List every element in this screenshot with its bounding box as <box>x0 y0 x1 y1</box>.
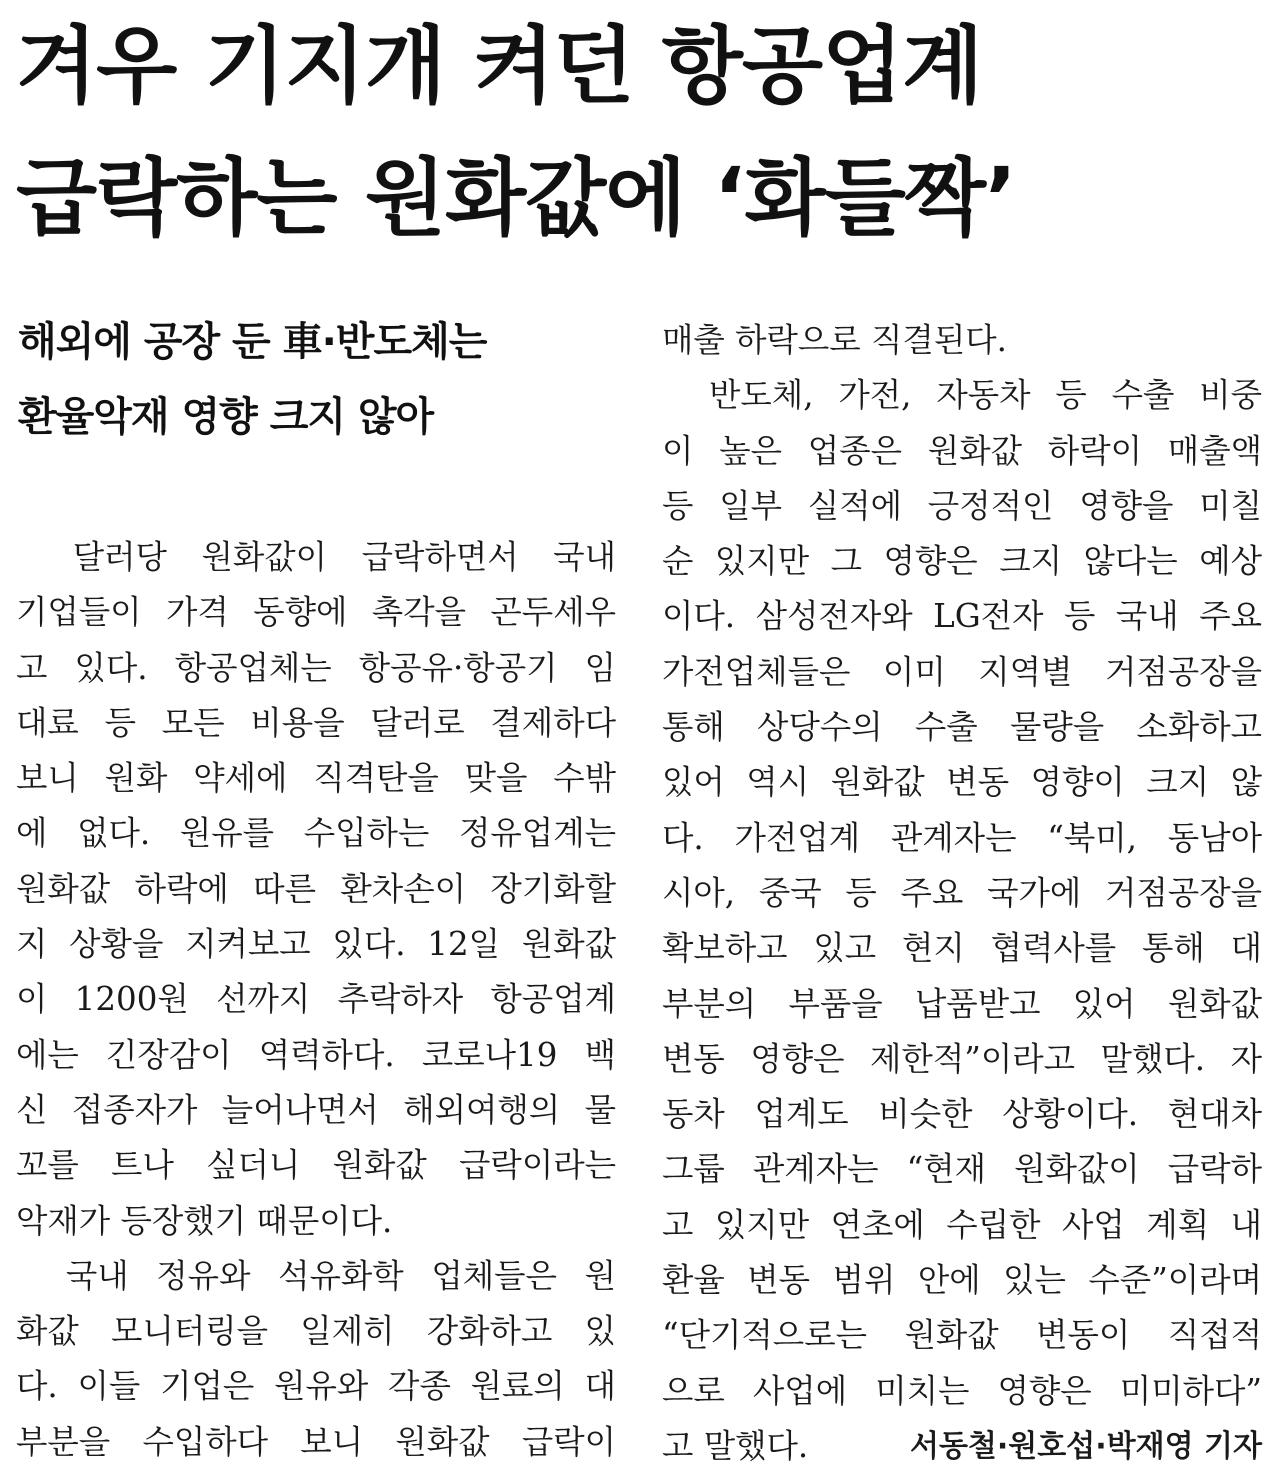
body-text-line: 보니 원화 약세에 직격탄을 맞을 수밖 <box>16 759 616 798</box>
body-text-line: 환율 변동 범위 안에 있는 수준”이라며 <box>662 1261 1262 1300</box>
subheadline <box>18 305 618 455</box>
body-text-line: 대료 등 모든 비용을 달러로 결제하다 <box>16 703 616 742</box>
body-text-line: 악재가 등장했기 때문이다. <box>16 1201 393 1240</box>
body-text-line: “단기적으로는 원화값 변동이 직접적 <box>662 1316 1262 1355</box>
body-text-line: 다. 이들 기업은 원유와 각종 원료의 대 <box>16 1367 616 1406</box>
body-text-line: 이다. 삼성전자와 LG전자 등 국내 주요 <box>662 597 1262 636</box>
body-text-line: 순 있지만 그 영향은 크지 않다는 예상 <box>662 542 1262 581</box>
body-text-line: 국내 정유와 석유화학 업체들은 원 <box>16 1256 616 1295</box>
body-text-line: 다. 가전업계 관계자는 “북미, 동남아 <box>662 818 1262 857</box>
body-text-line: 달러당 원화값이 급락하면서 국내 <box>16 538 616 576</box>
body-column-right <box>662 313 1262 1474</box>
body-text-line: 고 있지만 연초에 수립한 사업 계획 내 <box>662 1205 1262 1244</box>
body-text-line: 신 접종자가 늘어나면서 해외여행의 물 <box>16 1090 616 1129</box>
body-text-line: 고 말했다. <box>662 1426 809 1465</box>
body-text-line: 부분을 수입하다 보니 원화값 급락이 <box>16 1422 616 1461</box>
body-text-line: 에 없다. 원유를 수입하는 정유업계는 <box>16 814 616 853</box>
body-text-line: 에는 긴장감이 역력하다. 코로나19 백 <box>16 1035 616 1074</box>
body-text-line: 변동 영향은 제한적”이라고 말했다. 자 <box>662 1039 1262 1078</box>
body-text-line: 꼬를 트나 싶더니 원화값 급락이라는 <box>16 1146 616 1185</box>
body-text-line: 원화값 하락에 따른 환차손이 장기화할 <box>16 869 616 908</box>
body-column-left <box>16 530 616 1470</box>
body-text-line: 확보하고 있고 현지 협력사를 통해 대 <box>662 929 1262 968</box>
headline <box>16 0 1266 264</box>
body-text-line: 고 있다. 항공업체는 항공유·항공기 임 <box>16 648 616 687</box>
subheadline-line: 해외에 공장 둔 車·반도체는 <box>18 319 487 365</box>
body-text-line: 있어 역시 원화값 변동 영향이 크지 않 <box>662 763 1262 802</box>
headline-line: 급락하는 원화값에 ‘화들짝’ <box>16 149 1016 247</box>
body-text-line: 가전업체들은 이미 지역별 거점공장을 <box>662 652 1262 691</box>
body-text-line: 동차 업계도 비슷한 상황이다. 현대차 <box>662 1095 1262 1134</box>
body-text-line: 시아, 중국 등 주요 국가에 거점공장을 <box>662 873 1262 912</box>
body-text-line: 매출 하락으로 직결된다. <box>662 321 1007 359</box>
headline-line: 겨우 기지개 켜던 항공업계 <box>16 17 983 115</box>
byline: 서동철·원호섭·박재영 기자 <box>909 1428 1262 1464</box>
body-text-line: 기업들이 가격 동향에 촉각을 곤두세우 <box>16 593 616 632</box>
body-text-line: 지 상황을 지켜보고 있다. 12일 원화값 <box>16 925 616 964</box>
subheadline-line: 환율악재 영향 크지 않아 <box>18 394 434 440</box>
body-text-line: 으로 사업에 미치는 영향은 미미하다” <box>662 1371 1262 1410</box>
body-text-line: 화값 모니터링을 일제히 강화하고 있 <box>16 1312 616 1351</box>
body-text-line: 반도체, 가전, 자동차 등 수출 비중 <box>662 376 1262 415</box>
closing-row <box>662 1419 1262 1474</box>
body-text-line: 등 일부 실적에 긍정적인 영향을 미칠 <box>662 486 1262 525</box>
body-text-line: 그룹 관계자는 “현재 원화값이 급락하 <box>662 1150 1262 1189</box>
body-text-line: 부분의 부품을 납품받고 있어 원화값 <box>662 984 1262 1023</box>
body-text-line: 이 높은 업종은 원화값 하락이 매출액 <box>662 431 1262 470</box>
body-text-line: 이 1200원 선까지 추락하자 항공업계 <box>16 980 616 1019</box>
body-text-line: 통해 상당수의 수출 물량을 소화하고 <box>662 708 1262 747</box>
